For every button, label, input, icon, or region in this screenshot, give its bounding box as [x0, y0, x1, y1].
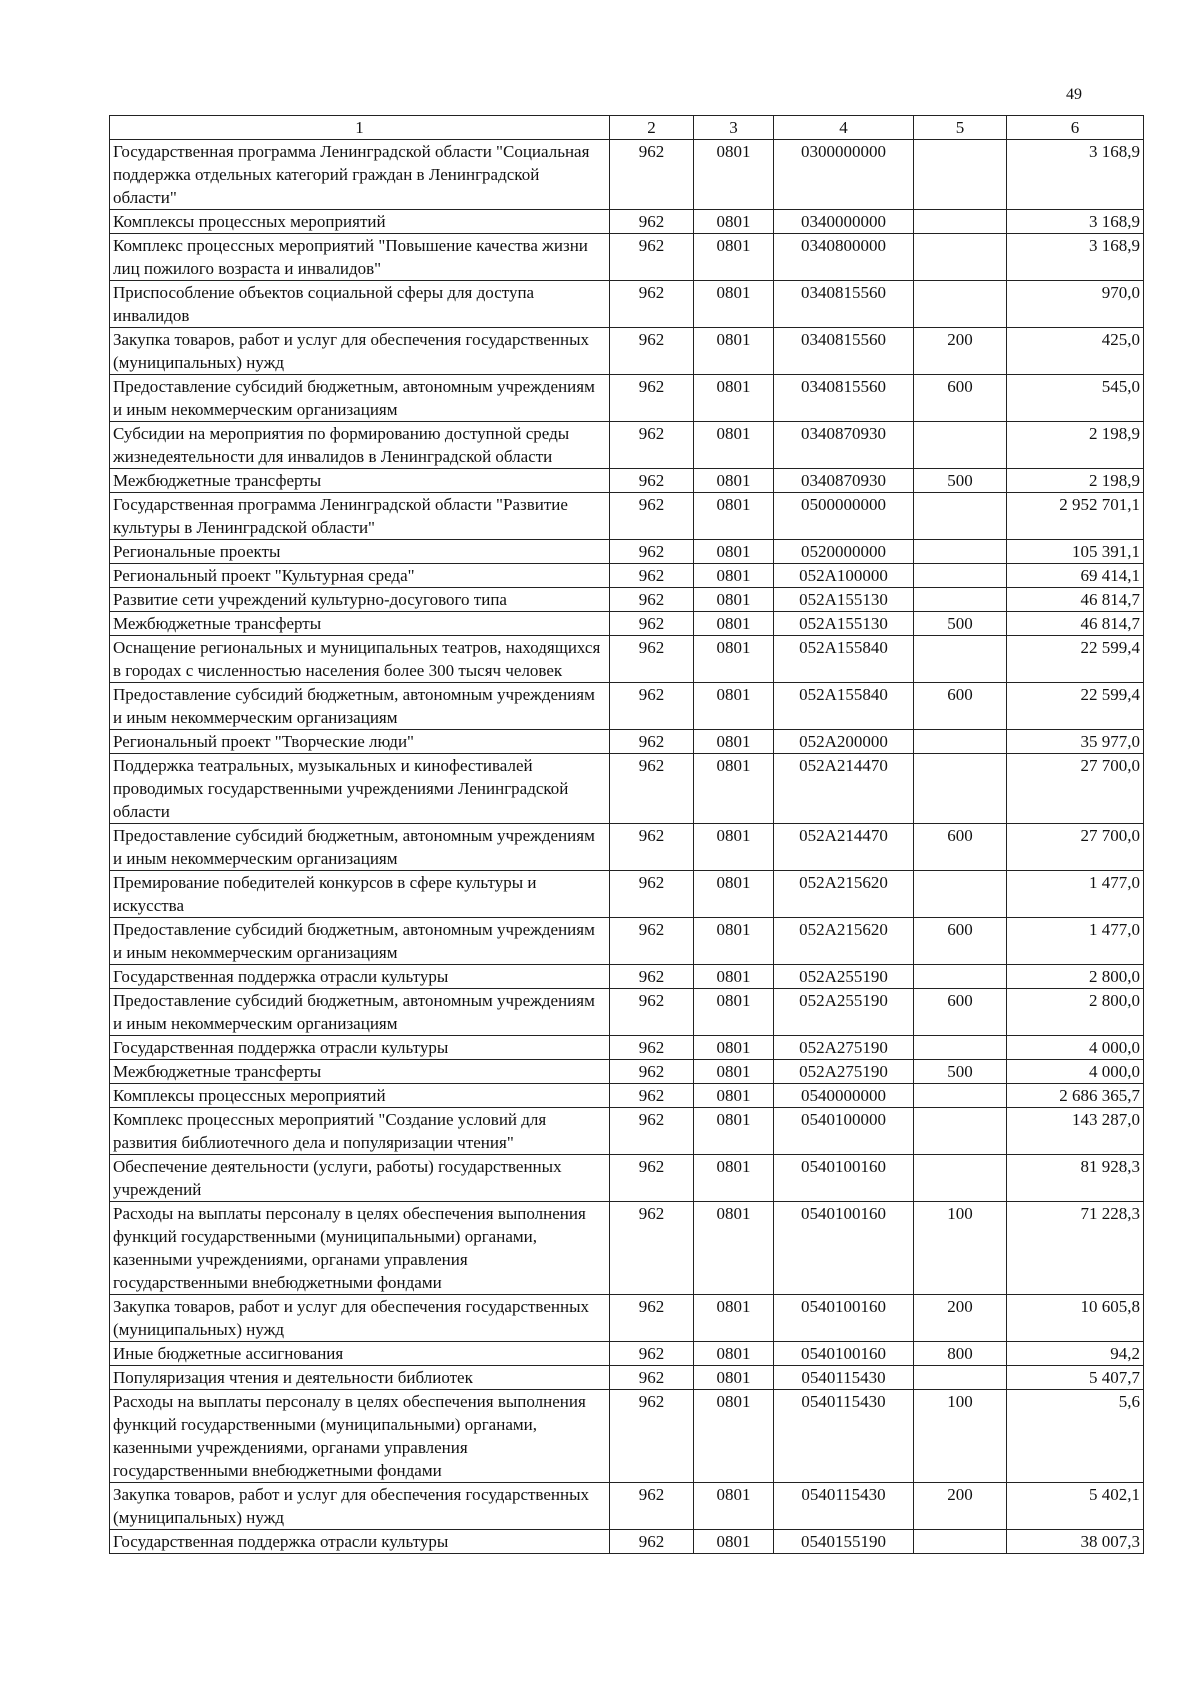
row-name-cell: Предоставление субсидий бюджетным, автономным учреждениям и иным некоммерческим организациям — [110, 989, 610, 1036]
table-row — [110, 1390, 1144, 1483]
row-name-cell: Премирование победителей конкурсов в сфере культуры и искусства — [110, 871, 610, 918]
row-rz-cell: 0801 — [694, 1342, 774, 1366]
row-name-cell: Межбюджетные трансферты — [110, 1060, 610, 1084]
row-gr-cell: 962 — [610, 824, 694, 871]
row-sum-cell: 425,0 — [1007, 328, 1144, 375]
row-gr-cell: 962 — [610, 564, 694, 588]
row-cs-cell: 0300000000 — [774, 140, 914, 210]
row-gr-cell: 962 — [610, 1530, 694, 1554]
row-gr-cell: 962 — [610, 328, 694, 375]
table-row — [110, 564, 1144, 588]
row-gr-cell: 962 — [610, 871, 694, 918]
row-cs-cell: 052A155130 — [774, 612, 914, 636]
table-row — [110, 1530, 1144, 1554]
row-vr-cell — [914, 1366, 1007, 1390]
row-name-cell: Предоставление субсидий бюджетным, автономным учреждениям и иным некоммерческим организациям — [110, 918, 610, 965]
row-sum-cell: 5,6 — [1007, 1390, 1144, 1483]
row-name-cell: Оснащение региональных и муниципальных театров, находящихся в городах с численностью населения более 300 тысяч человек — [110, 636, 610, 683]
row-sum-cell: 143 287,0 — [1007, 1108, 1144, 1155]
row-cs-cell: 0340800000 — [774, 234, 914, 281]
row-cs-cell: 0540100160 — [774, 1295, 914, 1342]
row-gr-cell: 962 — [610, 965, 694, 989]
row-vr-cell — [914, 965, 1007, 989]
table-row — [110, 1342, 1144, 1366]
row-name-cell: Комплексы процессных мероприятий — [110, 1084, 610, 1108]
row-gr-cell: 962 — [610, 1483, 694, 1530]
row-gr-cell: 962 — [610, 730, 694, 754]
row-vr-cell: 500 — [914, 612, 1007, 636]
row-name-cell: Государственная поддержка отрасли культуры — [110, 1530, 610, 1554]
row-sum-cell: 545,0 — [1007, 375, 1144, 422]
row-sum-cell: 2 800,0 — [1007, 989, 1144, 1036]
row-vr-cell: 200 — [914, 1295, 1007, 1342]
row-vr-cell — [914, 1530, 1007, 1554]
row-rz-cell: 0801 — [694, 140, 774, 210]
row-gr-cell: 962 — [610, 1366, 694, 1390]
row-cs-cell: 0540155190 — [774, 1530, 914, 1554]
row-sum-cell: 3 168,9 — [1007, 210, 1144, 234]
column-header: 1 — [110, 116, 610, 140]
row-gr-cell: 962 — [610, 1036, 694, 1060]
table-row — [110, 1060, 1144, 1084]
table-row — [110, 1295, 1144, 1342]
row-rz-cell: 0801 — [694, 965, 774, 989]
row-name-cell: Государственная поддержка отрасли культуры — [110, 965, 610, 989]
row-sum-cell: 3 168,9 — [1007, 140, 1144, 210]
row-gr-cell: 962 — [610, 1155, 694, 1202]
row-sum-cell: 35 977,0 — [1007, 730, 1144, 754]
row-vr-cell: 100 — [914, 1202, 1007, 1295]
row-gr-cell: 962 — [610, 1390, 694, 1483]
row-rz-cell: 0801 — [694, 1483, 774, 1530]
row-gr-cell: 962 — [610, 375, 694, 422]
row-cs-cell: 052A255190 — [774, 989, 914, 1036]
row-rz-cell: 0801 — [694, 234, 774, 281]
row-cs-cell: 0540100160 — [774, 1342, 914, 1366]
table-row — [110, 1202, 1144, 1295]
row-gr-cell: 962 — [610, 540, 694, 564]
row-sum-cell: 71 228,3 — [1007, 1202, 1144, 1295]
row-cs-cell: 0520000000 — [774, 540, 914, 564]
row-sum-cell: 22 599,4 — [1007, 683, 1144, 730]
row-name-cell: Закупка товаров, работ и услуг для обеспечения государственных (муниципальных) нужд — [110, 1295, 610, 1342]
row-vr-cell: 100 — [914, 1390, 1007, 1483]
row-vr-cell — [914, 1155, 1007, 1202]
table-row — [110, 754, 1144, 824]
table-row — [110, 965, 1144, 989]
row-rz-cell: 0801 — [694, 1390, 774, 1483]
row-gr-cell: 962 — [610, 469, 694, 493]
row-name-cell: Предоставление субсидий бюджетным, автономным учреждениям и иным некоммерческим организациям — [110, 824, 610, 871]
table-row — [110, 1483, 1144, 1530]
row-vr-cell — [914, 588, 1007, 612]
row-cs-cell: 0340815560 — [774, 281, 914, 328]
row-name-cell: Региональный проект "Культурная среда" — [110, 564, 610, 588]
row-vr-cell — [914, 1108, 1007, 1155]
row-cs-cell: 052A100000 — [774, 564, 914, 588]
row-vr-cell: 600 — [914, 683, 1007, 730]
table-row — [110, 540, 1144, 564]
row-vr-cell — [914, 564, 1007, 588]
row-name-cell: Расходы на выплаты персоналу в целях обеспечения выполнения функций государственными (муниципальными) органами, казенными учреждениями, органами управления государственными внебюджетными фондами — [110, 1390, 610, 1483]
table-row — [110, 1366, 1144, 1390]
row-sum-cell: 27 700,0 — [1007, 754, 1144, 824]
row-rz-cell: 0801 — [694, 540, 774, 564]
table-row — [110, 989, 1144, 1036]
row-gr-cell: 962 — [610, 422, 694, 469]
row-vr-cell: 600 — [914, 989, 1007, 1036]
row-cs-cell: 052A155840 — [774, 636, 914, 683]
row-vr-cell — [914, 422, 1007, 469]
row-vr-cell — [914, 754, 1007, 824]
row-rz-cell: 0801 — [694, 588, 774, 612]
row-name-cell: Поддержка театральных, музыкальных и кинофестивалей проводимых государственными учреждениями Ленинградской области — [110, 754, 610, 824]
row-name-cell: Комплекс процессных мероприятий "Повышение качества жизни лиц пожилого возраста и инвалидов" — [110, 234, 610, 281]
table-row — [110, 1155, 1144, 1202]
row-name-cell: Иные бюджетные ассигнования — [110, 1342, 610, 1366]
table-row — [110, 140, 1144, 210]
row-rz-cell: 0801 — [694, 1366, 774, 1390]
row-rz-cell: 0801 — [694, 564, 774, 588]
row-gr-cell: 962 — [610, 1295, 694, 1342]
row-vr-cell — [914, 493, 1007, 540]
column-header: 5 — [914, 116, 1007, 140]
table-row — [110, 683, 1144, 730]
row-name-cell: Приспособление объектов социальной сферы для доступа инвалидов — [110, 281, 610, 328]
row-rz-cell: 0801 — [694, 328, 774, 375]
row-vr-cell — [914, 1084, 1007, 1108]
row-cs-cell: 0540115430 — [774, 1366, 914, 1390]
row-gr-cell: 962 — [610, 989, 694, 1036]
row-name-cell: Закупка товаров, работ и услуг для обеспечения государственных (муниципальных) нужд — [110, 328, 610, 375]
row-sum-cell: 4 000,0 — [1007, 1060, 1144, 1084]
page-number: 49 — [1066, 86, 1082, 103]
row-rz-cell: 0801 — [694, 1202, 774, 1295]
row-name-cell: Закупка товаров, работ и услуг для обеспечения государственных (муниципальных) нужд — [110, 1483, 610, 1530]
row-name-cell: Государственная поддержка отрасли культуры — [110, 1036, 610, 1060]
row-rz-cell: 0801 — [694, 612, 774, 636]
row-vr-cell — [914, 636, 1007, 683]
table-row — [110, 636, 1144, 683]
row-gr-cell: 962 — [610, 281, 694, 328]
row-sum-cell: 2 198,9 — [1007, 469, 1144, 493]
row-name-cell: Региональные проекты — [110, 540, 610, 564]
row-cs-cell: 0540115430 — [774, 1390, 914, 1483]
row-sum-cell: 4 000,0 — [1007, 1036, 1144, 1060]
row-cs-cell: 0340870930 — [774, 422, 914, 469]
row-cs-cell: 052A155130 — [774, 588, 914, 612]
row-vr-cell — [914, 1036, 1007, 1060]
row-cs-cell: 0540100000 — [774, 1108, 914, 1155]
row-cs-cell: 052A255190 — [774, 965, 914, 989]
row-sum-cell: 3 168,9 — [1007, 234, 1144, 281]
table-row — [110, 234, 1144, 281]
row-name-cell: Межбюджетные трансферты — [110, 469, 610, 493]
row-sum-cell: 38 007,3 — [1007, 1530, 1144, 1554]
row-vr-cell — [914, 730, 1007, 754]
row-cs-cell: 0540000000 — [774, 1084, 914, 1108]
budget-table — [109, 115, 1144, 1554]
row-sum-cell: 2 952 701,1 — [1007, 493, 1144, 540]
table-row — [110, 730, 1144, 754]
row-gr-cell: 962 — [610, 612, 694, 636]
row-gr-cell: 962 — [610, 1108, 694, 1155]
row-sum-cell: 46 814,7 — [1007, 612, 1144, 636]
row-gr-cell: 962 — [610, 1060, 694, 1084]
row-rz-cell: 0801 — [694, 871, 774, 918]
row-rz-cell: 0801 — [694, 1108, 774, 1155]
row-gr-cell: 962 — [610, 918, 694, 965]
row-cs-cell: 0340815560 — [774, 375, 914, 422]
row-rz-cell: 0801 — [694, 1295, 774, 1342]
column-header: 6 — [1007, 116, 1144, 140]
row-cs-cell: 052A275190 — [774, 1060, 914, 1084]
table-header-row — [110, 116, 1144, 140]
row-cs-cell: 052A214470 — [774, 824, 914, 871]
row-rz-cell: 0801 — [694, 281, 774, 328]
row-cs-cell: 0500000000 — [774, 493, 914, 540]
row-rz-cell: 0801 — [694, 918, 774, 965]
row-cs-cell: 052A200000 — [774, 730, 914, 754]
row-rz-cell: 0801 — [694, 636, 774, 683]
row-vr-cell — [914, 281, 1007, 328]
row-sum-cell: 5 407,7 — [1007, 1366, 1144, 1390]
table-row — [110, 328, 1144, 375]
table-row — [110, 612, 1144, 636]
row-name-cell: Популяризация чтения и деятельности библиотек — [110, 1366, 610, 1390]
row-sum-cell: 22 599,4 — [1007, 636, 1144, 683]
row-rz-cell: 0801 — [694, 730, 774, 754]
table-row — [110, 588, 1144, 612]
row-name-cell: Развитие сети учреждений культурно-досугового типа — [110, 588, 610, 612]
row-vr-cell: 200 — [914, 328, 1007, 375]
row-vr-cell — [914, 210, 1007, 234]
row-name-cell: Комплекс процессных мероприятий "Создание условий для развития библиотечного дела и популяризации чтения" — [110, 1108, 610, 1155]
row-sum-cell: 46 814,7 — [1007, 588, 1144, 612]
row-gr-cell: 962 — [610, 1084, 694, 1108]
row-sum-cell: 2 800,0 — [1007, 965, 1144, 989]
row-gr-cell: 962 — [610, 493, 694, 540]
row-sum-cell: 10 605,8 — [1007, 1295, 1144, 1342]
row-rz-cell: 0801 — [694, 1155, 774, 1202]
table-row — [110, 918, 1144, 965]
row-sum-cell: 2 198,9 — [1007, 422, 1144, 469]
row-sum-cell: 105 391,1 — [1007, 540, 1144, 564]
row-rz-cell: 0801 — [694, 824, 774, 871]
row-gr-cell: 962 — [610, 210, 694, 234]
row-vr-cell — [914, 871, 1007, 918]
row-gr-cell: 962 — [610, 636, 694, 683]
row-cs-cell: 052A214470 — [774, 754, 914, 824]
row-vr-cell — [914, 140, 1007, 210]
row-name-cell: Обеспечение деятельности (услуги, работы) государственных учреждений — [110, 1155, 610, 1202]
row-rz-cell: 0801 — [694, 1060, 774, 1084]
row-cs-cell: 0540100160 — [774, 1155, 914, 1202]
row-sum-cell: 27 700,0 — [1007, 824, 1144, 871]
table-row — [110, 210, 1144, 234]
table-row — [110, 1084, 1144, 1108]
table-row — [110, 469, 1144, 493]
row-cs-cell: 052A215620 — [774, 918, 914, 965]
row-sum-cell: 1 477,0 — [1007, 918, 1144, 965]
row-rz-cell: 0801 — [694, 493, 774, 540]
table-body — [110, 140, 1144, 1554]
row-rz-cell: 0801 — [694, 1084, 774, 1108]
row-sum-cell: 81 928,3 — [1007, 1155, 1144, 1202]
table-row — [110, 422, 1144, 469]
row-gr-cell: 962 — [610, 683, 694, 730]
row-name-cell: Государственная программа Ленинградской области "Социальная поддержка отдельных категорий граждан в Ленинградской области" — [110, 140, 610, 210]
row-rz-cell: 0801 — [694, 210, 774, 234]
row-gr-cell: 962 — [610, 754, 694, 824]
column-header: 2 — [610, 116, 694, 140]
row-sum-cell: 2 686 365,7 — [1007, 1084, 1144, 1108]
row-gr-cell: 962 — [610, 1202, 694, 1295]
row-sum-cell: 1 477,0 — [1007, 871, 1144, 918]
table-row — [110, 871, 1144, 918]
row-sum-cell: 94,2 — [1007, 1342, 1144, 1366]
table-row — [110, 493, 1144, 540]
row-rz-cell: 0801 — [694, 754, 774, 824]
table-row — [110, 824, 1144, 871]
table-row — [110, 281, 1144, 328]
table-row — [110, 375, 1144, 422]
row-cs-cell: 0340000000 — [774, 210, 914, 234]
row-name-cell: Предоставление субсидий бюджетным, автономным учреждениям и иным некоммерческим организациям — [110, 375, 610, 422]
row-rz-cell: 0801 — [694, 1530, 774, 1554]
row-cs-cell: 0540100160 — [774, 1202, 914, 1295]
row-rz-cell: 0801 — [694, 375, 774, 422]
row-name-cell: Комплексы процессных мероприятий — [110, 210, 610, 234]
row-rz-cell: 0801 — [694, 469, 774, 493]
row-name-cell: Региональный проект "Творческие люди" — [110, 730, 610, 754]
row-name-cell: Государственная программа Ленинградской области "Развитие культуры в Ленинградской области" — [110, 493, 610, 540]
row-cs-cell: 052A275190 — [774, 1036, 914, 1060]
row-cs-cell: 052A215620 — [774, 871, 914, 918]
row-cs-cell: 0540115430 — [774, 1483, 914, 1530]
row-vr-cell: 600 — [914, 824, 1007, 871]
row-sum-cell: 5 402,1 — [1007, 1483, 1144, 1530]
row-cs-cell: 0340815560 — [774, 328, 914, 375]
row-vr-cell: 600 — [914, 918, 1007, 965]
row-name-cell: Предоставление субсидий бюджетным, автономным учреждениям и иным некоммерческим организациям — [110, 683, 610, 730]
row-vr-cell: 600 — [914, 375, 1007, 422]
row-vr-cell: 200 — [914, 1483, 1007, 1530]
row-cs-cell: 0340870930 — [774, 469, 914, 493]
row-vr-cell: 500 — [914, 1060, 1007, 1084]
row-vr-cell — [914, 234, 1007, 281]
row-vr-cell: 800 — [914, 1342, 1007, 1366]
row-rz-cell: 0801 — [694, 1036, 774, 1060]
row-gr-cell: 962 — [610, 588, 694, 612]
row-rz-cell: 0801 — [694, 683, 774, 730]
row-sum-cell: 970,0 — [1007, 281, 1144, 328]
table-row — [110, 1108, 1144, 1155]
row-name-cell: Расходы на выплаты персоналу в целях обеспечения выполнения функций государственными (муниципальными) органами, казенными учреждениями, органами управления государственными внебюджетными фондами — [110, 1202, 610, 1295]
row-gr-cell: 962 — [610, 1342, 694, 1366]
row-sum-cell: 69 414,1 — [1007, 564, 1144, 588]
row-cs-cell: 052A155840 — [774, 683, 914, 730]
row-name-cell: Межбюджетные трансферты — [110, 612, 610, 636]
row-rz-cell: 0801 — [694, 989, 774, 1036]
column-header: 3 — [694, 116, 774, 140]
column-header: 4 — [774, 116, 914, 140]
row-name-cell: Субсидии на мероприятия по формированию доступной среды жизнедеятельности для инвалидов в Ленинградской области — [110, 422, 610, 469]
table-row — [110, 1036, 1144, 1060]
row-vr-cell — [914, 540, 1007, 564]
row-vr-cell: 500 — [914, 469, 1007, 493]
row-rz-cell: 0801 — [694, 422, 774, 469]
row-gr-cell: 962 — [610, 140, 694, 210]
row-gr-cell: 962 — [610, 234, 694, 281]
